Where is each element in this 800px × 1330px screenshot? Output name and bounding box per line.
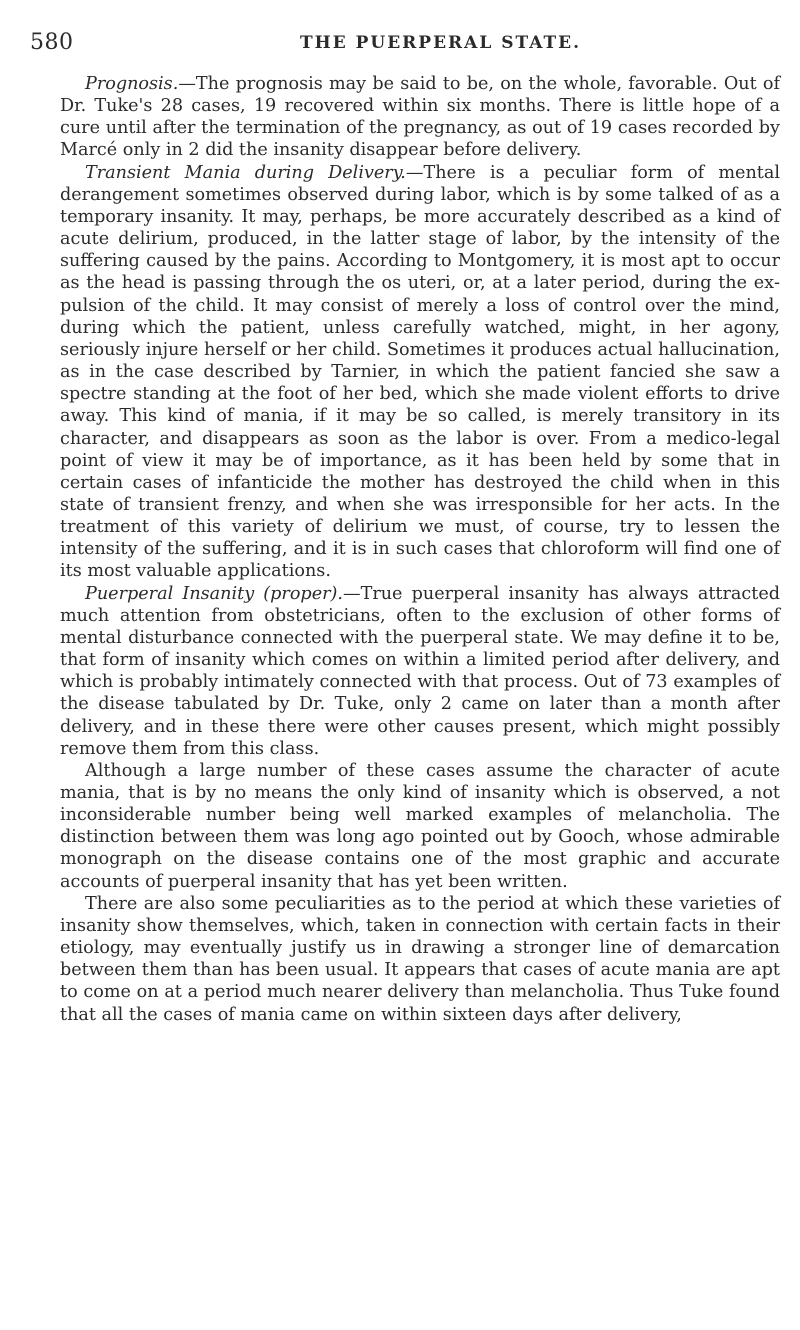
paragraph-prognosis: [60, 73, 780, 162]
paragraph-puerperal-insanity: [60, 583, 780, 760]
paragraph-peculiarities: [60, 893, 780, 1026]
page-number: 580: [30, 30, 74, 55]
paragraph-heading: Transient Mania during Delivery.: [85, 162, 406, 183]
paragraph-heading: Prognosis.: [85, 74, 179, 94]
paragraph-transient-mania: [60, 162, 780, 583]
paragraph-text: —There is a peculiar form of mental derangement sometimes observed during labor, which is by some talked of as a temporary insanity. It may, perhaps, be more accurately described as a kind of acute delirium, produced, in the latter stage of labor, by the intensity of the suffering caused by the pains. According to Montgomery, it is most apt to occur as the head is passing through the os uteri, or, at a later period, during the expulsion of the child. It may consist of merely a loss of control over the mind, during which the patient, unless carefully watched, might, in her agony, seriously injure herself or her child. Sometimes it produces actual hallucination, as in the case described by Tarnier, in which the patient fancied she saw a spectre standing at the foot of her bed, which she made violent efforts to drive away. This kind of mania, if it may be so called, is merely transitory in its character, and disappears as soon as the labor is over. From a medico-legal point of view it may be of importance, as it has been held by some that in certain cases of infanticide the mother has destroyed the child when in this state of transient frenzy, and when she was irresponsible for her acts. In the treatment of this variety of delirium we must, of course, try to lessen the intensity of the suffering, and it is in such cases that chloroform will find one of its most valuable applications.: [60, 162, 780, 582]
paragraph-text: —The prognosis may be said to be, on the whole, favorable. Out of Dr. Tuke's 28 cases, 19 recovered within six months. There is little hope of a cure until after the termination of the pregnancy, as out of 19 cases recorded by Marcé only in 2 did the insanity disappear before delivery.: [60, 74, 780, 161]
paragraph-acute-mania: [60, 760, 780, 893]
paragraph-text: Although a large number of these cases assume the character of acute mania, that is by no means the only kind of insanity which is observed, a not inconsiderable number being well marked examples of melancholia. The distinction between them was long ago pointed out by Gooch, whose admirable monograph on the disease contains one of the most graphic and accurate accounts of puerperal insanity that has yet been written.: [60, 760, 780, 892]
paragraph-heading: Puerperal Insanity (proper).: [85, 583, 343, 604]
running-head: THE PUERPERAL STATE.: [300, 33, 581, 53]
paragraph-text: There are also some peculiarities as to the period at which these varieties of insanity show themselves, which, taken in connection with certain facts in their etiology, may eventually justify us in drawing a stronger line of demarcation between them than has been usual. It appears that cases of acute mania are apt to come on at a period much nearer delivery than melancholia. Thus Tuke found that all the cases of mania came on within sixteen days after delivery,: [60, 893, 780, 1025]
body-text: [60, 73, 780, 1026]
page-header: [30, 30, 775, 60]
paragraph-text: —True puerperal insanity has always attracted much attention from obstetricians, often to the exclusion of other forms of mental disturbance connected with the puerperal state. We may define it to be, that form of insanity which comes on within a limited period after delivery, and which is probably intimately connected with that process. Out of 73 examples of the disease tabulated by Dr. Tuke, only 2 came on later than a month after delivery, and in these there were other causes present, which might possibly remove them from this class.: [60, 583, 780, 759]
